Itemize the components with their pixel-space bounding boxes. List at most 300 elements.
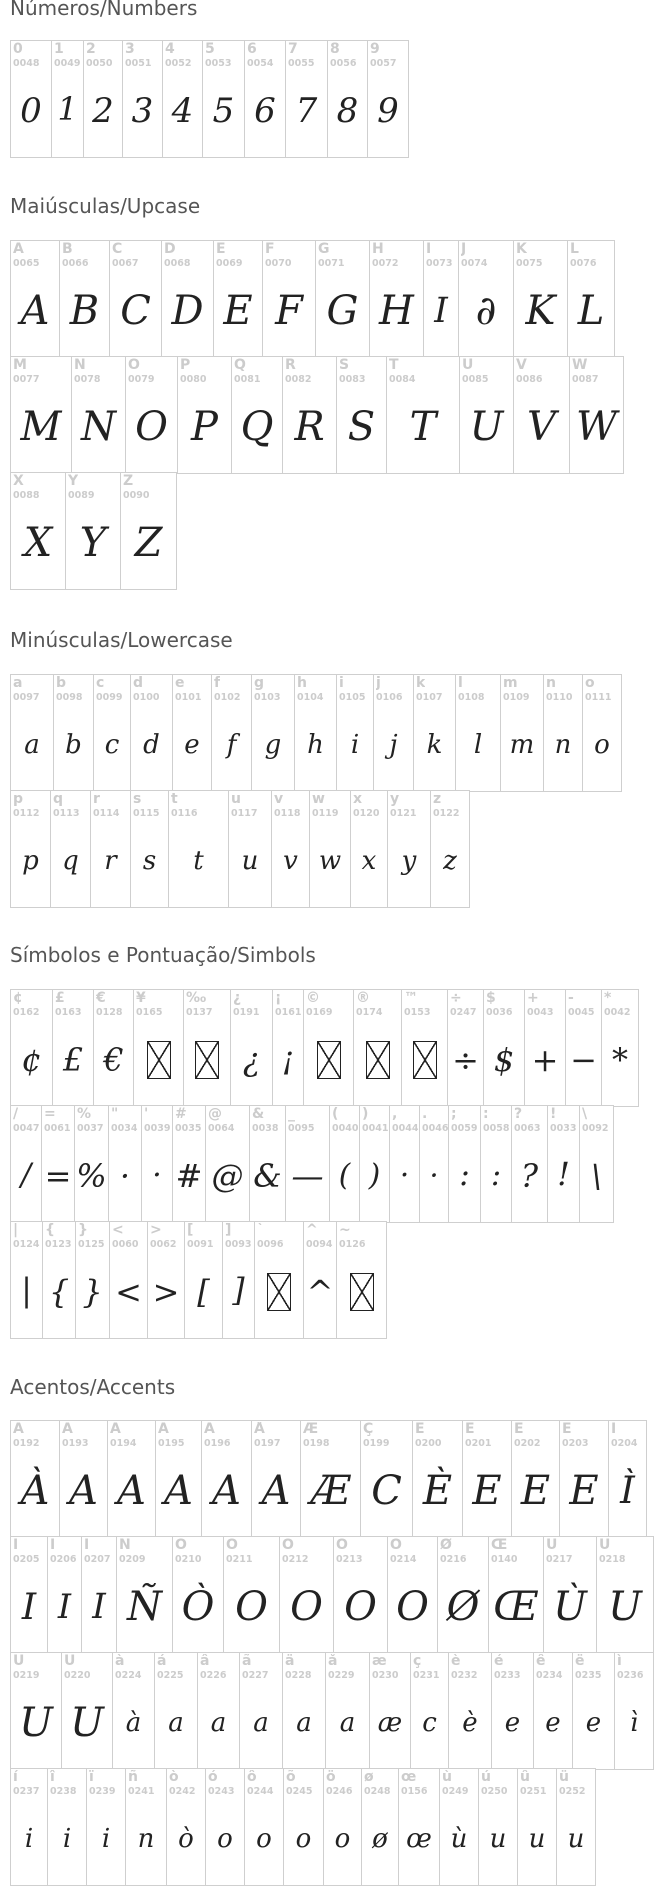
glyph-cell xyxy=(543,1536,597,1654)
glyph-code: 0247 xyxy=(450,1007,477,1018)
glyph-char-label: ™ xyxy=(404,991,418,1006)
glyph-char-label: d xyxy=(133,676,144,691)
glyph-char-label: w xyxy=(312,792,325,807)
glyph-cell xyxy=(303,1221,337,1339)
glyph-cell xyxy=(361,1768,399,1886)
glyph-char-label: } xyxy=(78,1223,88,1238)
glyph-cell xyxy=(239,1652,283,1770)
glyph-sample: Z xyxy=(134,520,163,566)
glyph-char-label: L xyxy=(570,242,579,257)
glyph-char-label: ô xyxy=(247,1770,257,1785)
glyph-char-label: Õ xyxy=(336,1538,348,1553)
glyph-code: 0096 xyxy=(257,1239,284,1250)
glyph-sample: ! xyxy=(557,1157,570,1194)
glyph-sample: < xyxy=(115,1273,142,1311)
glyph-code: 0041 xyxy=(362,1123,389,1134)
glyph-code: 0228 xyxy=(285,1670,312,1681)
glyph-sample: — xyxy=(291,1157,324,1195)
glyph-char-label: õ xyxy=(286,1770,296,1785)
glyph-code: 0085 xyxy=(462,374,489,385)
glyph-char-label: ( xyxy=(332,1107,339,1122)
glyph-code: 0162 xyxy=(13,1007,40,1018)
glyph-code: 0052 xyxy=(165,58,192,69)
glyph-code: 0137 xyxy=(186,1007,213,1018)
glyph-char-label: t xyxy=(171,792,178,807)
glyph-cell xyxy=(184,1221,223,1339)
glyph-char-label: ? xyxy=(514,1107,523,1122)
glyph-cell xyxy=(125,1768,167,1886)
glyph-code: 0201 xyxy=(465,1438,492,1449)
glyph-sample: U xyxy=(70,1700,104,1746)
glyph-cell xyxy=(511,1420,560,1538)
glyph-cell xyxy=(197,1652,240,1770)
glyph-char-label: Î xyxy=(50,1538,56,1553)
glyph-cell xyxy=(75,1221,110,1339)
glyph-cell xyxy=(282,356,337,474)
glyph-sample: D xyxy=(171,288,204,334)
glyph-char-label: Ú xyxy=(599,1538,611,1553)
glyph-sample: ¡ xyxy=(281,1041,295,1077)
glyph-code: 0039 xyxy=(144,1123,171,1134)
glyph-sample: * xyxy=(612,1041,628,1079)
glyph-code: 0069 xyxy=(216,258,243,269)
glyph-code: 0125 xyxy=(78,1239,105,1250)
glyph-char-label: < xyxy=(112,1223,124,1238)
glyph-char-label: A xyxy=(13,242,24,257)
glyph-sample: q xyxy=(62,846,79,876)
glyph-sample: / xyxy=(20,1157,32,1193)
glyph-cell xyxy=(10,40,52,158)
glyph-sample: − xyxy=(570,1041,597,1079)
glyph-cell xyxy=(271,790,310,908)
glyph-char-label: g xyxy=(254,676,265,691)
section-title-acentos-accents: Acentos/Accents xyxy=(10,1375,176,1399)
glyph-cell xyxy=(65,472,121,590)
glyph-char-label: M xyxy=(13,358,27,373)
glyph-char-label: \ xyxy=(582,1107,588,1122)
glyph-code: 0043 xyxy=(527,1007,554,1018)
glyph-char-label: r xyxy=(93,792,100,807)
glyph-char-label: € xyxy=(96,991,106,1006)
glyph-cell xyxy=(61,1652,113,1770)
glyph-sample: È xyxy=(422,1468,453,1514)
glyph-cell xyxy=(387,790,431,908)
glyph-cell xyxy=(309,790,351,908)
glyph-sample: a xyxy=(24,730,40,760)
glyph-sample: W xyxy=(575,404,618,450)
glyph-code: 0082 xyxy=(285,374,312,385)
glyph-cell xyxy=(162,40,203,158)
glyph-cell xyxy=(410,1652,449,1770)
glyph-cell xyxy=(327,40,368,158)
glyph-cell xyxy=(279,1536,334,1654)
glyph-sample: € xyxy=(103,1041,124,1079)
glyph-cell xyxy=(93,989,134,1107)
glyph-char-label: 7 xyxy=(288,42,298,57)
glyph-sample: M xyxy=(20,404,62,450)
glyph-char-label: H xyxy=(372,242,384,257)
glyph-cell xyxy=(108,1105,142,1223)
glyph-row xyxy=(10,1536,654,1654)
glyph-char-label: l xyxy=(458,676,463,691)
glyph-code: 0105 xyxy=(339,692,366,703)
glyph-sample: I xyxy=(92,1586,106,1627)
glyph-char-label: 6 xyxy=(247,42,257,57)
glyph-sample: $ xyxy=(493,1041,515,1079)
glyph-cell xyxy=(41,1105,75,1223)
glyph-sample: \ xyxy=(591,1157,602,1195)
glyph-sample: { xyxy=(48,1273,70,1311)
glyph-char-label: T xyxy=(389,358,399,373)
glyph-char-label: z xyxy=(433,792,442,807)
glyph-sample: è xyxy=(462,1708,478,1738)
glyph-char-label: $ xyxy=(486,991,496,1006)
glyph-char-label: R xyxy=(285,358,296,373)
glyph-row xyxy=(10,40,409,158)
glyph-cell xyxy=(459,356,514,474)
glyph-code: 0156 xyxy=(401,1786,428,1797)
glyph-code: 0034 xyxy=(111,1123,138,1134)
glyph-row xyxy=(10,1420,647,1538)
glyph-char-label: y xyxy=(390,792,400,807)
glyph-code: 0195 xyxy=(158,1438,185,1449)
glyph-char-label: ã xyxy=(242,1654,252,1669)
glyph-code: 0063 xyxy=(514,1123,541,1134)
glyph-cell xyxy=(47,1768,87,1886)
glyph-cell xyxy=(10,1536,48,1654)
glyph-cell xyxy=(567,240,615,358)
glyph-row xyxy=(10,1652,654,1770)
glyph-cell xyxy=(323,1768,362,1886)
glyph-sample: ) xyxy=(368,1158,381,1193)
glyph-char-label: > xyxy=(150,1223,162,1238)
glyph-char-label: Ô xyxy=(282,1538,294,1553)
glyph-char-label: Å xyxy=(254,1422,265,1437)
glyph-cell xyxy=(437,1536,489,1654)
glyph-sample: U xyxy=(469,404,504,450)
glyph-sample: Q xyxy=(240,404,274,450)
glyph-sample: [ xyxy=(197,1273,210,1311)
glyph-char-label: 2 xyxy=(86,42,96,57)
glyph-sample: c xyxy=(104,730,120,760)
glyph-sample: f xyxy=(226,730,237,760)
glyph-char-label: Ë xyxy=(562,1422,572,1437)
glyph-cell xyxy=(300,1420,361,1538)
glyph-code: 0065 xyxy=(13,258,40,269)
glyph-code: 0163 xyxy=(55,1007,82,1018)
glyph-code: 0056 xyxy=(330,58,357,69)
glyph-char-label: D xyxy=(164,242,176,257)
glyph-code: 0072 xyxy=(372,258,399,269)
glyph-sample: Ñ xyxy=(127,1584,162,1630)
glyph-code: 0232 xyxy=(451,1670,478,1681)
glyph-sample: ¿ xyxy=(242,1041,261,1079)
glyph-cell xyxy=(419,1105,449,1223)
glyph-sample: 4 xyxy=(171,91,194,131)
glyph-char-label: ; xyxy=(451,1107,457,1122)
glyph-code: 0210 xyxy=(175,1554,202,1565)
glyph-cell xyxy=(10,356,72,474)
glyph-code: 0098 xyxy=(56,692,83,703)
glyph-cell xyxy=(244,1768,284,1886)
glyph-code: 0126 xyxy=(339,1239,366,1250)
glyph-cell xyxy=(488,1536,544,1654)
glyph-sample: Ù xyxy=(553,1584,587,1630)
glyph-cell xyxy=(517,1768,557,1886)
glyph-char-label: Ò xyxy=(175,1538,187,1553)
glyph-code: 0114 xyxy=(93,808,120,819)
glyph-sample: S xyxy=(347,404,376,450)
glyph-sample: F xyxy=(275,288,303,334)
glyph-code: 0112 xyxy=(13,808,40,819)
glyph-sample: 8 xyxy=(336,91,359,131)
glyph-code: 0245 xyxy=(286,1786,313,1797)
glyph-cell xyxy=(448,1105,481,1223)
glyph-code: 0117 xyxy=(231,808,258,819)
glyph-code: 0206 xyxy=(50,1554,77,1565)
glyph-cell xyxy=(90,790,131,908)
glyph-code: 0200 xyxy=(415,1438,442,1449)
glyph-cell xyxy=(50,790,91,908)
glyph-code: 0033 xyxy=(550,1123,577,1134)
glyph-char-label: s xyxy=(133,792,142,807)
glyph-char-label: ç xyxy=(413,1654,422,1669)
glyph-sample: y xyxy=(401,846,417,876)
glyph-char-label: O xyxy=(128,358,140,373)
glyph-cell xyxy=(81,1536,117,1654)
glyph-code: 0083 xyxy=(339,374,366,385)
glyph-sample: R xyxy=(294,404,325,450)
glyph-code: 0226 xyxy=(200,1670,227,1681)
glyph-code: 0035 xyxy=(175,1123,202,1134)
glyph-cell xyxy=(303,989,354,1107)
glyph-code: 0097 xyxy=(13,692,40,703)
glyph-char-label: ì xyxy=(617,1654,622,1669)
glyph-code: 0198 xyxy=(303,1438,330,1449)
glyph-sample: i xyxy=(350,730,360,760)
glyph-char-label: ö xyxy=(326,1770,336,1785)
glyph-sample: 5 xyxy=(212,91,235,131)
glyph-code: 0101 xyxy=(175,692,202,703)
glyph-row xyxy=(10,1105,614,1223)
glyph-sample: ¢ xyxy=(21,1041,42,1079)
glyph-code: 0233 xyxy=(494,1670,521,1681)
glyph-code: 0174 xyxy=(356,1007,383,1018)
glyph-sample: O xyxy=(396,1584,429,1630)
glyph-sample: n xyxy=(554,730,572,760)
glyph-sample: m xyxy=(509,730,535,760)
glyph-cell xyxy=(147,1221,185,1339)
glyph-char-label: á xyxy=(157,1654,167,1669)
glyph-cell xyxy=(285,40,328,158)
glyph-cell xyxy=(10,1652,62,1770)
glyph-cell xyxy=(369,240,424,358)
glyph-char-label: = xyxy=(44,1107,56,1122)
glyph-cell xyxy=(513,356,570,474)
glyph-sample: a xyxy=(296,1708,312,1738)
glyph-char-label: ï xyxy=(89,1770,94,1785)
glyph-cell xyxy=(10,1420,60,1538)
glyph-char-label: - xyxy=(568,991,574,1006)
glyph-char-label: Ç xyxy=(363,1422,374,1437)
glyph-cell xyxy=(202,40,245,158)
missing-glyph-icon xyxy=(304,1016,353,1104)
glyph-sample: g xyxy=(264,730,282,760)
glyph-cell xyxy=(130,790,169,908)
glyph-code: 0251 xyxy=(520,1786,547,1797)
glyph-code: 0165 xyxy=(136,1007,163,1018)
glyph-row xyxy=(10,1768,596,1886)
glyph-char-label: ñ xyxy=(128,1770,138,1785)
glyph-char-label: X xyxy=(13,474,24,489)
glyph-code: 0047 xyxy=(13,1123,40,1134)
glyph-char-label: © xyxy=(306,991,320,1006)
glyph-cell xyxy=(10,674,54,792)
glyph-sample: b xyxy=(65,730,82,760)
glyph-cell xyxy=(116,1536,173,1654)
glyph-char-label: ó xyxy=(208,1770,218,1785)
glyph-char-label: [ xyxy=(187,1223,194,1238)
glyph-char-label: B xyxy=(62,242,73,257)
glyph-cell xyxy=(360,1420,413,1538)
glyph-code: 0078 xyxy=(74,374,101,385)
glyph-char-label: ! xyxy=(550,1107,557,1122)
glyph-code: 0211 xyxy=(226,1554,253,1565)
glyph-sample: r xyxy=(104,846,117,876)
glyph-char-label: i xyxy=(339,676,344,691)
glyph-sample: œ xyxy=(406,1824,432,1854)
glyph-cell xyxy=(608,1420,647,1538)
glyph-sample: d xyxy=(143,730,160,760)
glyph-code: 0115 xyxy=(133,808,160,819)
glyph-sample: e xyxy=(504,1708,521,1738)
glyph-sample: A xyxy=(69,1468,98,1514)
glyph-char-label: 3 xyxy=(125,42,135,57)
glyph-char-label: Û xyxy=(13,1654,25,1669)
glyph-sample: c xyxy=(422,1708,437,1738)
glyph-sample: a xyxy=(253,1708,269,1738)
glyph-cell xyxy=(10,790,51,908)
glyph-code: 0230 xyxy=(372,1670,399,1681)
glyph-cell xyxy=(10,1221,43,1339)
glyph-code: 0244 xyxy=(247,1786,274,1797)
glyph-code: 0193 xyxy=(62,1438,89,1449)
glyph-code: 0231 xyxy=(413,1670,440,1681)
glyph-sample: i xyxy=(101,1824,111,1854)
glyph-cell xyxy=(53,674,94,792)
glyph-code: 0038 xyxy=(252,1123,279,1134)
glyph-sample: E xyxy=(223,288,253,334)
glyph-cell xyxy=(133,989,184,1107)
glyph-sample: l xyxy=(473,730,483,760)
glyph-sample: A xyxy=(117,1468,146,1514)
glyph-code: 0220 xyxy=(64,1670,91,1681)
glyph-code: 0123 xyxy=(45,1239,72,1250)
glyph-cell xyxy=(283,1768,324,1886)
glyph-code: 0203 xyxy=(562,1438,589,1449)
glyph-char-label: Ø xyxy=(440,1538,452,1553)
glyph-sample: a xyxy=(210,1708,227,1738)
glyph-sample: P xyxy=(191,404,218,450)
glyph-cell xyxy=(86,1768,126,1886)
glyph-code: 0100 xyxy=(133,692,160,703)
glyph-cell xyxy=(10,989,53,1107)
glyph-code: 0048 xyxy=(13,58,40,69)
glyph-cell xyxy=(10,472,66,590)
glyph-char-label: G xyxy=(318,242,330,257)
glyph-code: 0086 xyxy=(516,374,543,385)
glyph-cell xyxy=(483,989,525,1107)
glyph-code: 0042 xyxy=(604,1007,631,1018)
glyph-code: 0057 xyxy=(370,58,397,69)
glyph-char-label: Á xyxy=(62,1422,73,1437)
glyph-sample: ^ xyxy=(306,1273,334,1311)
glyph-sample: I xyxy=(57,1587,72,1627)
glyph-sample: a xyxy=(168,1708,184,1738)
missing-glyph-icon xyxy=(255,1248,303,1336)
glyph-char-label: 5 xyxy=(205,42,215,57)
glyph-cell xyxy=(166,1768,206,1886)
glyph-char-label: q xyxy=(53,792,64,807)
glyph-sample: e xyxy=(545,1708,561,1738)
glyph-sample: Æ xyxy=(310,1468,351,1514)
glyph-char-label: n xyxy=(546,676,556,691)
glyph-code: 0120 xyxy=(353,808,380,819)
glyph-char-label: 9 xyxy=(370,42,380,57)
glyph-code: 0053 xyxy=(205,58,232,69)
glyph-sample: o xyxy=(217,1824,233,1854)
glyph-sample: O xyxy=(135,404,168,450)
glyph-char-label: Z xyxy=(123,474,134,489)
glyph-char-label: f xyxy=(214,676,221,691)
glyph-sample: o xyxy=(334,1824,351,1854)
glyph-code: 0239 xyxy=(89,1786,116,1797)
glyph-code: 0104 xyxy=(297,692,324,703)
glyph-cell xyxy=(59,1420,108,1538)
glyph-cell xyxy=(579,1105,614,1223)
glyph-char-label: U xyxy=(462,358,474,373)
glyph-sample: i xyxy=(62,1824,72,1854)
glyph-cell xyxy=(386,356,460,474)
glyph-char-label: | xyxy=(13,1223,19,1238)
glyph-sample: I xyxy=(434,290,448,331)
glyph-sample: O xyxy=(235,1584,268,1630)
glyph-code: 0050 xyxy=(86,58,113,69)
glyph-sample: B xyxy=(69,288,100,334)
glyph-sample: x xyxy=(361,846,377,876)
glyph-char-label: V xyxy=(516,358,527,373)
glyph-cell xyxy=(249,1105,286,1223)
glyph-cell xyxy=(350,790,388,908)
glyph-sample: H xyxy=(379,288,414,334)
glyph-code: 0061 xyxy=(44,1123,71,1134)
glyph-cell xyxy=(59,240,110,358)
glyph-sample: + xyxy=(531,1041,559,1079)
glyph-code: 0229 xyxy=(328,1670,355,1681)
glyph-sample: K xyxy=(525,288,556,334)
glyph-code: 0202 xyxy=(514,1438,541,1449)
glyph-code: 0094 xyxy=(306,1239,333,1250)
glyph-cell xyxy=(398,1768,440,1886)
glyph-code: 0250 xyxy=(481,1786,508,1797)
glyph-char-label: Í xyxy=(13,1538,19,1553)
glyph-cell xyxy=(107,1420,156,1538)
glyph-sample: | xyxy=(21,1273,32,1310)
glyph-sample: À xyxy=(20,1468,50,1514)
glyph-cell xyxy=(183,989,231,1107)
glyph-code: 0108 xyxy=(458,692,485,703)
glyph-cell xyxy=(614,1652,654,1770)
